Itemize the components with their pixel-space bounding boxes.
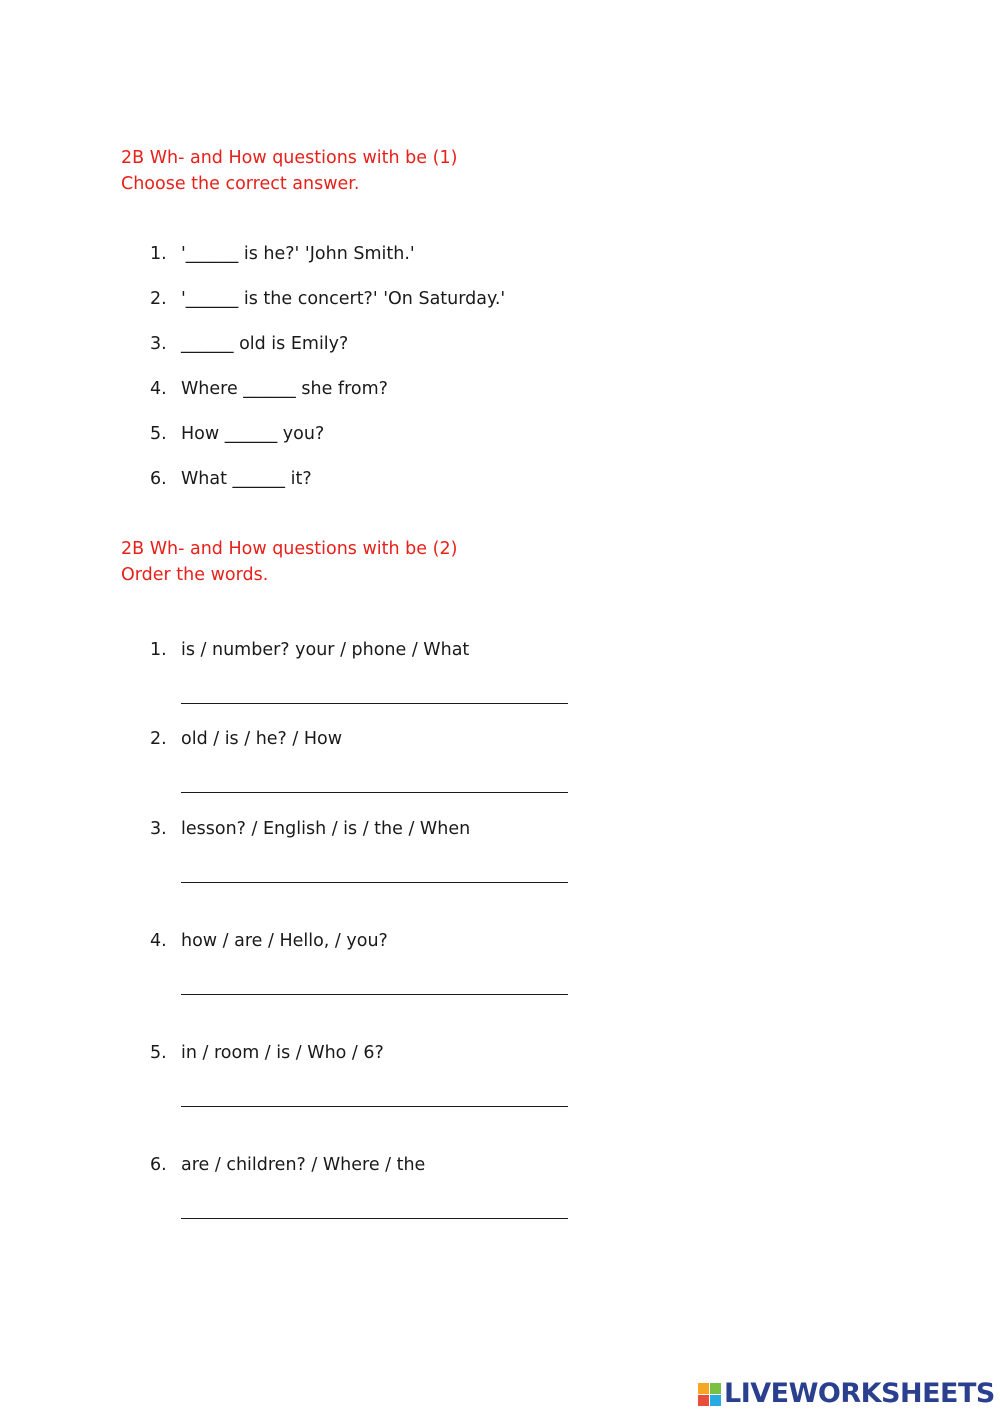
answer-line-1[interactable] (181, 703, 568, 704)
logo-tile (698, 1383, 709, 1394)
question-number: 1. (150, 244, 167, 264)
section1-question-1[interactable] (150, 243, 415, 265)
section1-title: 2B Wh- and How questions with be (1) (121, 148, 458, 168)
answer-line-3[interactable] (181, 882, 568, 883)
section1-question-3[interactable] (150, 333, 348, 355)
question-text: is / number? your / phone / What (181, 640, 470, 660)
question-text: What ______ it? (181, 469, 312, 489)
answer-line-5[interactable] (181, 1106, 568, 1107)
section1-heading (121, 145, 457, 197)
logo-text: LIVEWORKSHEETS (724, 1378, 995, 1409)
section1-question-5[interactable] (150, 423, 324, 445)
section2-question-3 (150, 818, 470, 840)
logo-tile (710, 1395, 721, 1406)
section2-question-2 (150, 728, 342, 750)
logo-tile (710, 1383, 721, 1394)
question-number: 1. (150, 640, 167, 660)
section1-question-2[interactable] (150, 288, 505, 310)
section1-question-4[interactable] (150, 378, 388, 400)
question-number: 2. (150, 289, 167, 309)
question-number: 5. (150, 424, 167, 444)
question-text: old / is / he? / How (181, 729, 343, 749)
section2-title: 2B Wh- and How questions with be (2) (121, 539, 458, 559)
question-text: '______ is the concert?' 'On Saturday.' (181, 289, 506, 309)
section2-question-4 (150, 930, 388, 952)
question-text: Where ______ she from? (181, 379, 388, 399)
question-number: 4. (150, 379, 167, 399)
question-text: lesson? / English / is / the / When (181, 819, 471, 839)
question-number: 4. (150, 931, 167, 951)
question-number: 3. (150, 819, 167, 839)
answer-line-2[interactable] (181, 792, 568, 793)
question-number: 2. (150, 729, 167, 749)
answer-line-4[interactable] (181, 994, 568, 995)
question-text: how / are / Hello, / you? (181, 931, 388, 951)
section2-question-5 (150, 1042, 384, 1064)
section1-question-6[interactable] (150, 468, 312, 490)
section2-instruction: Order the words. (121, 565, 269, 585)
section2-question-1 (150, 639, 469, 661)
question-text: ______ old is Emily? (181, 334, 349, 354)
question-text: in / room / is / Who / 6? (181, 1043, 384, 1063)
question-text: are / children? / Where / the (181, 1155, 426, 1175)
question-number: 5. (150, 1043, 167, 1063)
question-text: How ______ you? (181, 424, 325, 444)
question-number: 6. (150, 1155, 167, 1175)
question-number: 3. (150, 334, 167, 354)
section2-question-6 (150, 1154, 425, 1176)
question-text: '______ is he?' 'John Smith.' (181, 244, 415, 264)
section1-instruction: Choose the correct answer. (121, 174, 360, 194)
logo-tile (698, 1395, 709, 1406)
section2-heading (121, 536, 457, 588)
liveworksheets-logo (698, 1378, 995, 1410)
answer-line-6[interactable] (181, 1218, 568, 1219)
logo-mark-icon (698, 1383, 721, 1406)
question-number: 6. (150, 469, 167, 489)
